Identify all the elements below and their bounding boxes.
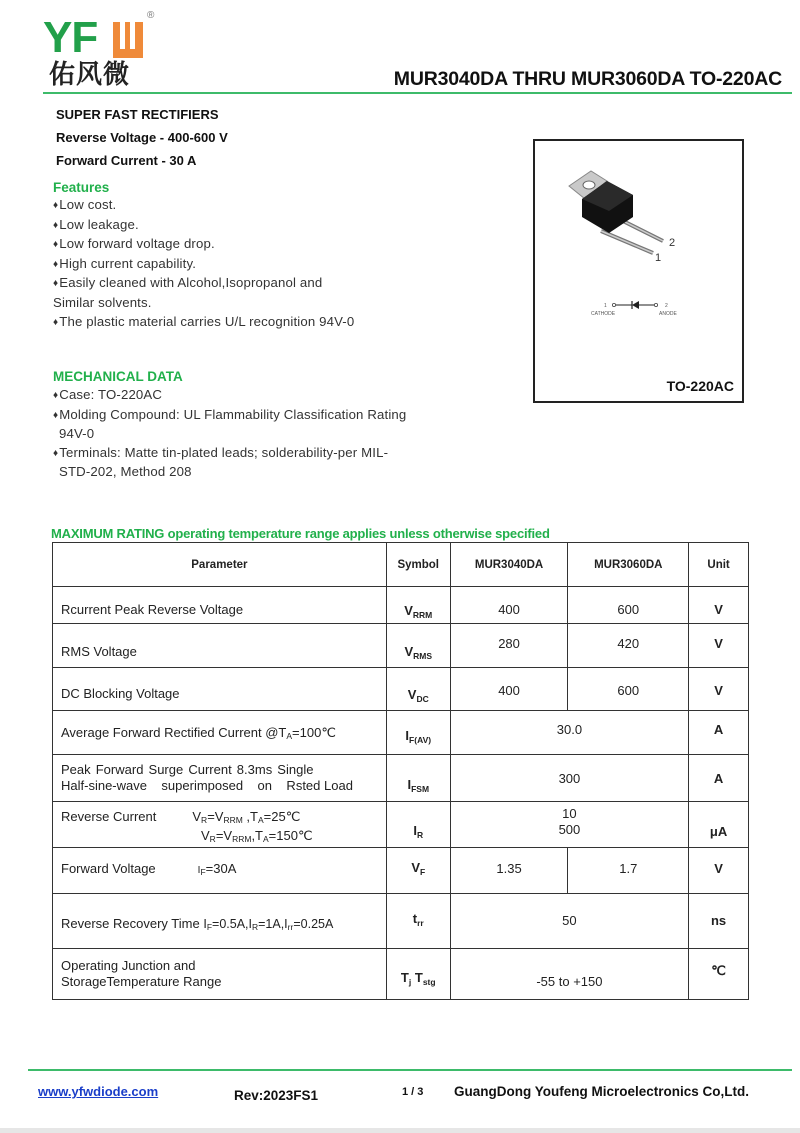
param-cell: Reverse Current $V_R=V_{RRM}$ $,T_A=25℃$ $V_R=V_{RRM},T_A=150℃$ [53, 802, 387, 848]
param-cell: DC Blocking Voltage [53, 668, 387, 711]
unit-cell: ns [689, 894, 749, 949]
document-title: MUR3040DA THRU MUR3060DA TO-220AC [393, 68, 782, 90]
ratings-heading [51, 526, 550, 541]
value-cell: 400 [450, 587, 568, 624]
feature-item: ♦Low cost. [53, 197, 117, 212]
mechanical-item: ♦Terminals: Matte tin-plated leads; solderability-per MIL- [53, 444, 389, 460]
page-number: 1 / 3 [402, 1086, 424, 1098]
mounting-hole [583, 181, 595, 189]
bullet-icon: ♦ [53, 200, 59, 211]
product-summary [56, 103, 228, 172]
bullet-icon: ♦ [53, 447, 59, 459]
value-cell: -55 to +150 [450, 949, 688, 1000]
unit-cell: V [689, 624, 749, 668]
revision-label: Rev:2023FS1 [234, 1088, 319, 1103]
param-cell: Rcurrent Peak Reverse Voltage [53, 587, 387, 624]
param-cell: Reverse Recovery Time $I_F=0.5A,I_R=1A,I_{rr}=0.25A$ [53, 894, 387, 949]
value-cell: 600 [568, 587, 689, 624]
table-row [53, 802, 749, 848]
features-list [53, 196, 354, 332]
cathode-label: CATHODE [591, 311, 616, 317]
bullet-icon: ♦ [53, 239, 59, 251]
table-header-row [53, 543, 749, 587]
feature-item: ♦Easily cleaned with Alcohol,Isopropanol and [53, 275, 323, 291]
footer-divider [28, 1069, 792, 1071]
bullet-icon: ♦ [53, 219, 59, 231]
feature-item: ♦Low leakage. [53, 216, 139, 232]
feature-item: ♦The plastic material carries U/L recognition 94V-0 [53, 313, 355, 329]
svg-text:1: 1 [604, 303, 607, 309]
features-heading: Features [53, 180, 110, 195]
table-row [53, 894, 749, 949]
bullet-icon: ♦ [53, 278, 59, 290]
header-divider [43, 92, 792, 94]
package-caption: TO-220AC [666, 378, 734, 394]
symbol-cell: $V_{RMS}$ [386, 624, 450, 668]
value-cell: 280 [450, 624, 568, 668]
logo-u-mark-icon [113, 22, 143, 58]
symbol-cell: $V_{DC}$ [386, 668, 450, 711]
value-cell: 400 [450, 668, 568, 711]
website-link[interactable]: www.yfwdiode.com [38, 1084, 159, 1099]
value-cell: 600 [568, 668, 689, 711]
logo-chinese-text: 佑风微 [49, 60, 131, 90]
package-figure [533, 139, 744, 403]
value-cell: 1.7 [568, 848, 689, 894]
mechanical-item: ♦Case: TO-220AC [53, 387, 163, 402]
table-row [53, 755, 749, 802]
param-cell: Peak Forward Surge Current 8.3ms Single Half-sine-wave superimposed on Rsted Load [53, 755, 387, 802]
company-name: GuangDong Youfeng Microelectronics Co,Ltd. [454, 1084, 750, 1099]
table-row [53, 949, 749, 1000]
ratings-title: MAXIMUM RATING [51, 526, 165, 541]
mechanical-item-continuation: 94V-0 [59, 426, 95, 442]
feature-item-continuation: Similar solvents. [53, 294, 152, 310]
product-type: SUPER FAST RECTIFIERS [56, 107, 219, 122]
symbol-cell: $T_j$ $T_{stg}$ [386, 949, 450, 1000]
table-row [53, 711, 749, 755]
viewer-bottom-edge [0, 1128, 800, 1133]
bullet-icon: ♦ [53, 258, 59, 270]
symbol-cell: $t_{rr}$ [386, 894, 450, 949]
table-row [53, 587, 749, 624]
unit-cell: A [689, 711, 749, 755]
column-header: Unit [689, 543, 749, 587]
feature-item: ♦Low forward voltage drop. [53, 236, 215, 252]
anode-label: ANODE [659, 311, 677, 317]
value-cell: 10 500 [450, 802, 688, 848]
param-cell: Forward Voltage $I_F=30A$ [53, 848, 387, 894]
param-cell: RMS Voltage [53, 624, 387, 668]
value-cell: 300 [450, 755, 688, 802]
bullet-icon: ♦ [53, 409, 59, 421]
value-cell: 1.35 [450, 848, 568, 894]
company-logo [43, 10, 163, 90]
column-header: MUR3060DA [568, 543, 689, 587]
unit-cell: V [689, 668, 749, 711]
mechanical-item-continuation: STD-202, Method 208 [59, 464, 192, 480]
logo-latin-text: YF [43, 13, 98, 62]
symbol-cell: $I_{F(AV)}$ [386, 711, 450, 755]
feature-item: ♦High current capability. [53, 255, 197, 271]
value-cell: 30.0 [450, 711, 688, 755]
unit-cell: ℃ [689, 949, 749, 1000]
forward-current-spec: Forward Current - 30 A [56, 153, 197, 168]
symbol-cell: $I_R$ [386, 802, 450, 848]
table-row [53, 848, 749, 894]
column-header: Parameter [53, 543, 387, 587]
table-row [53, 668, 749, 711]
mechanical-heading: MECHANICAL DATA [53, 369, 183, 384]
registered-mark: ® [147, 10, 155, 21]
reverse-voltage-spec: Reverse Voltage - 400-600 V [56, 130, 228, 145]
unit-cell: A [689, 755, 749, 802]
value-cell: 420 [568, 624, 689, 668]
param-cell: Average Forward Rectified Current $@T_A=100℃$ [53, 711, 387, 755]
bullet-icon: ♦ [53, 316, 59, 328]
symbol-cell: $V_F$ [386, 848, 450, 894]
column-header: MUR3040DA [450, 543, 568, 587]
svg-text:2: 2 [665, 303, 668, 309]
symbol-cell: $I_{FSM}$ [386, 755, 450, 802]
to220-package-drawing [535, 141, 742, 401]
mechanical-list [53, 386, 406, 482]
column-header: Symbol [386, 543, 450, 587]
mechanical-item: ♦Molding Compound: UL Flammability Classification Rating [53, 406, 407, 422]
pin-2-number: 2 [669, 237, 676, 249]
pin-1-number: 1 [655, 252, 662, 264]
value-cell: 50 [450, 894, 688, 949]
ratings-subtitle: operating temperature range applies unless otherwise specified [167, 526, 550, 541]
unit-cell: V [689, 848, 749, 894]
bullet-icon: ♦ [53, 390, 59, 401]
unit-cell: V [689, 587, 749, 624]
diode-schematic-icon [591, 301, 677, 317]
param-cell: Operating Junction and StorageTemperature Range [53, 949, 387, 1000]
ratings-table [52, 542, 749, 1000]
unit-cell: μA [689, 802, 749, 848]
symbol-cell: $V_{RRM}$ [386, 587, 450, 624]
table-row [53, 624, 749, 668]
